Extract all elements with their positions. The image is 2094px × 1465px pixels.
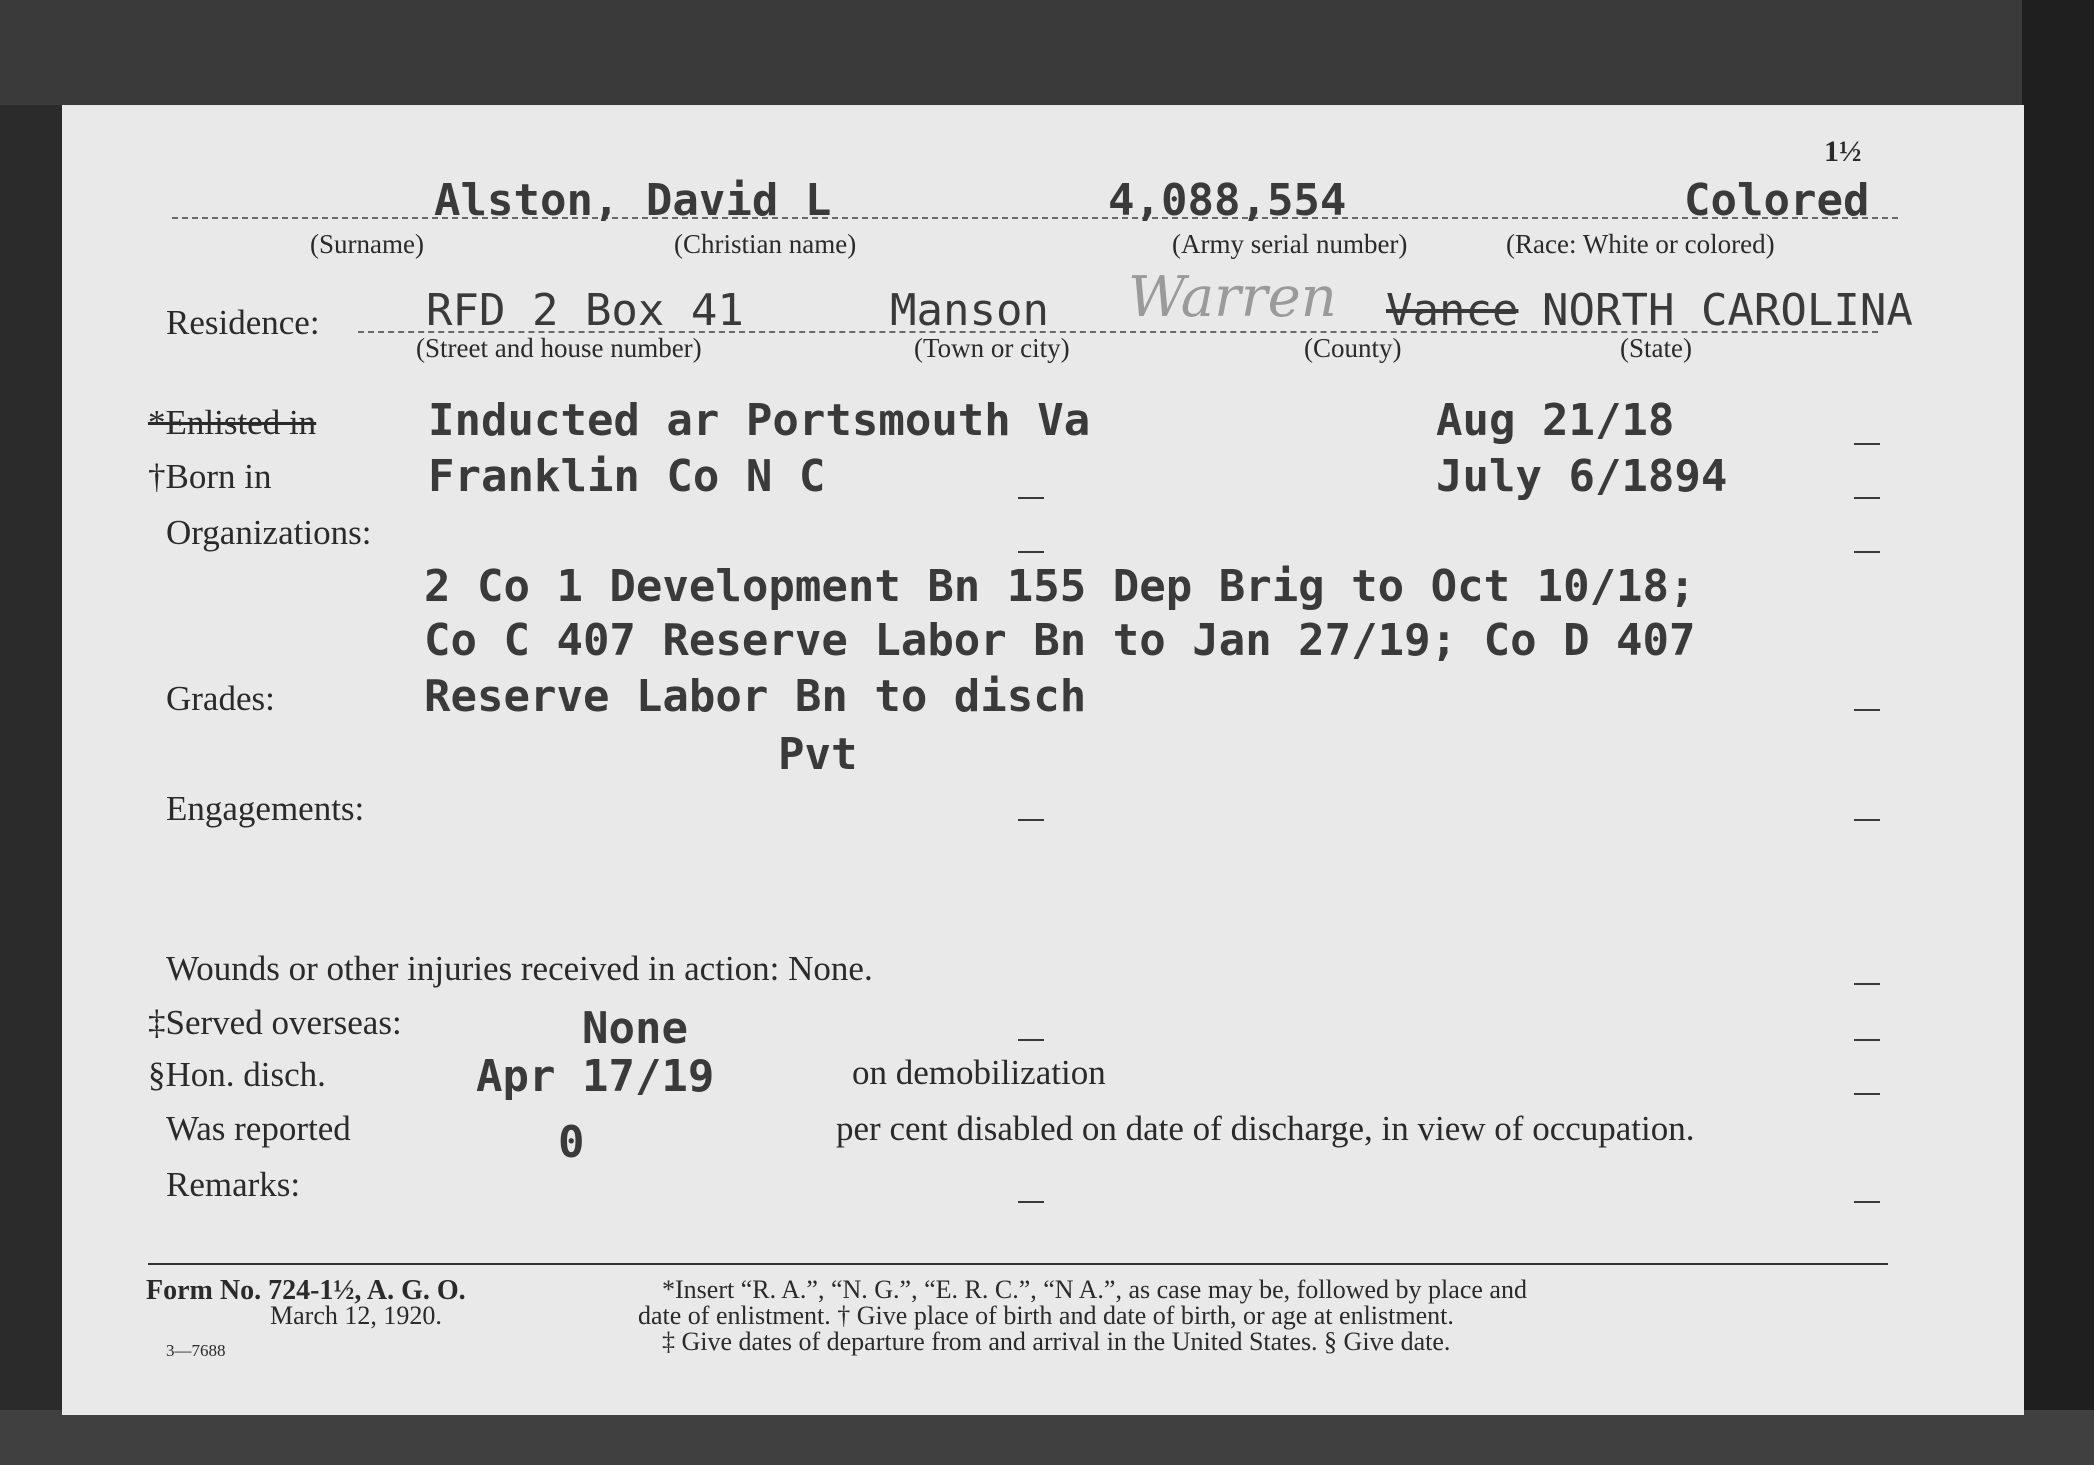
dash-mark bbox=[1854, 709, 1880, 711]
remarks-label: Remarks: bbox=[166, 1165, 301, 1204]
scan-background-bottom bbox=[0, 1410, 2094, 1465]
footnote-2: date of enlistment. † Give place of birth and date of birth, or age at enlistment. bbox=[638, 1301, 1454, 1330]
dash-mark bbox=[1854, 1093, 1880, 1095]
print-code: 3—7688 bbox=[166, 1341, 226, 1360]
town-caption: (Town or city) bbox=[914, 333, 1070, 363]
enlisted-value: Inducted ar Portsmouth Va bbox=[428, 395, 1091, 446]
county-handwritten: Warren bbox=[1128, 265, 1337, 330]
dash-mark bbox=[1018, 1039, 1044, 1041]
state-caption: (State) bbox=[1620, 333, 1692, 363]
dash-mark bbox=[1854, 551, 1880, 553]
dash-mark bbox=[1854, 819, 1880, 821]
enlisted-date: Aug 21/18 bbox=[1436, 395, 1675, 446]
dash-mark bbox=[1854, 1201, 1880, 1203]
footnote-3: ‡ Give dates of departure from and arrival in the United States. § Give date. bbox=[662, 1327, 1451, 1356]
state-value: NORTH CAROLINA bbox=[1542, 285, 1913, 336]
dash-mark bbox=[1018, 1201, 1044, 1203]
name-value: Alston, David L bbox=[434, 175, 832, 226]
grade-value: Pvt bbox=[778, 729, 858, 780]
dash-mark bbox=[1018, 819, 1044, 821]
grades-label: Grades: bbox=[166, 679, 275, 718]
dash-mark bbox=[1854, 1039, 1880, 1041]
reported-note: per cent disabled on date of discharge, in view of occupation. bbox=[836, 1109, 1695, 1148]
reported-label: Was reported bbox=[166, 1109, 351, 1148]
service-record-card bbox=[62, 105, 2024, 1415]
header-dotted-line bbox=[172, 217, 1898, 219]
county-struck-value: Vance bbox=[1386, 285, 1519, 336]
born-value: Franklin Co N C bbox=[428, 451, 826, 502]
organization-line: Co C 407 Reserve Labor Bn to Jan 27/19; Co D 407 bbox=[424, 615, 1696, 666]
hon-disch-note: on demobilization bbox=[852, 1053, 1106, 1092]
enlisted-label: *Enlisted in bbox=[148, 403, 317, 442]
organization-line: 2 Co 1 Development Bn 155 Dep Brig to Oct 10/18; bbox=[424, 561, 1696, 612]
christian-name-caption: (Christian name) bbox=[674, 229, 857, 259]
engagements-label: Engagements: bbox=[166, 789, 365, 828]
wounds-label: Wounds or other injuries received in action: None. bbox=[166, 949, 873, 988]
dash-mark bbox=[1018, 497, 1044, 499]
county-caption: (County) bbox=[1304, 333, 1402, 363]
organizations-label: Organizations: bbox=[166, 513, 372, 552]
organization-line: Reserve Labor Bn to disch bbox=[424, 671, 1087, 722]
scan-background-right bbox=[2022, 0, 2094, 1465]
serial-number-value: 4,088,554 bbox=[1108, 175, 1347, 226]
surname-caption: (Surname) bbox=[310, 229, 424, 259]
street-caption: (Street and house number) bbox=[416, 333, 702, 363]
race-caption: (Race: White or colored) bbox=[1506, 229, 1775, 259]
footnote-1: *Insert “R. A.”, “N. G.”, “E. R. C.”, “N A.”, as case may be, followed by place and bbox=[662, 1275, 1527, 1304]
reported-value: 0 bbox=[558, 1117, 585, 1168]
form-date: March 12, 1920. bbox=[270, 1301, 442, 1330]
serial-caption: (Army serial number) bbox=[1172, 229, 1408, 259]
residence-label: Residence: bbox=[166, 303, 320, 342]
dash-mark bbox=[1854, 497, 1880, 499]
footer-rule bbox=[148, 1263, 1888, 1265]
scan-background-top bbox=[0, 0, 2094, 105]
hon-disch-label: §Hon. disch. bbox=[148, 1055, 326, 1094]
dash-mark bbox=[1854, 983, 1880, 985]
town-value: Manson bbox=[890, 285, 1049, 336]
dash-mark bbox=[1018, 551, 1044, 553]
born-date: July 6/1894 bbox=[1436, 451, 1728, 502]
overseas-label: ‡Served overseas: bbox=[148, 1003, 402, 1042]
hon-disch-date: Apr 17/19 bbox=[476, 1051, 715, 1102]
race-value: Colored bbox=[1684, 175, 1870, 226]
street-value: RFD 2 Box 41 bbox=[426, 285, 744, 336]
corner-mark: 1½ bbox=[1824, 135, 1862, 168]
born-label: †Born in bbox=[148, 457, 272, 496]
dash-mark bbox=[1854, 443, 1880, 445]
form-number: Form No. 724-1½, A. G. O. bbox=[146, 1275, 466, 1306]
overseas-value: None bbox=[582, 1003, 688, 1054]
